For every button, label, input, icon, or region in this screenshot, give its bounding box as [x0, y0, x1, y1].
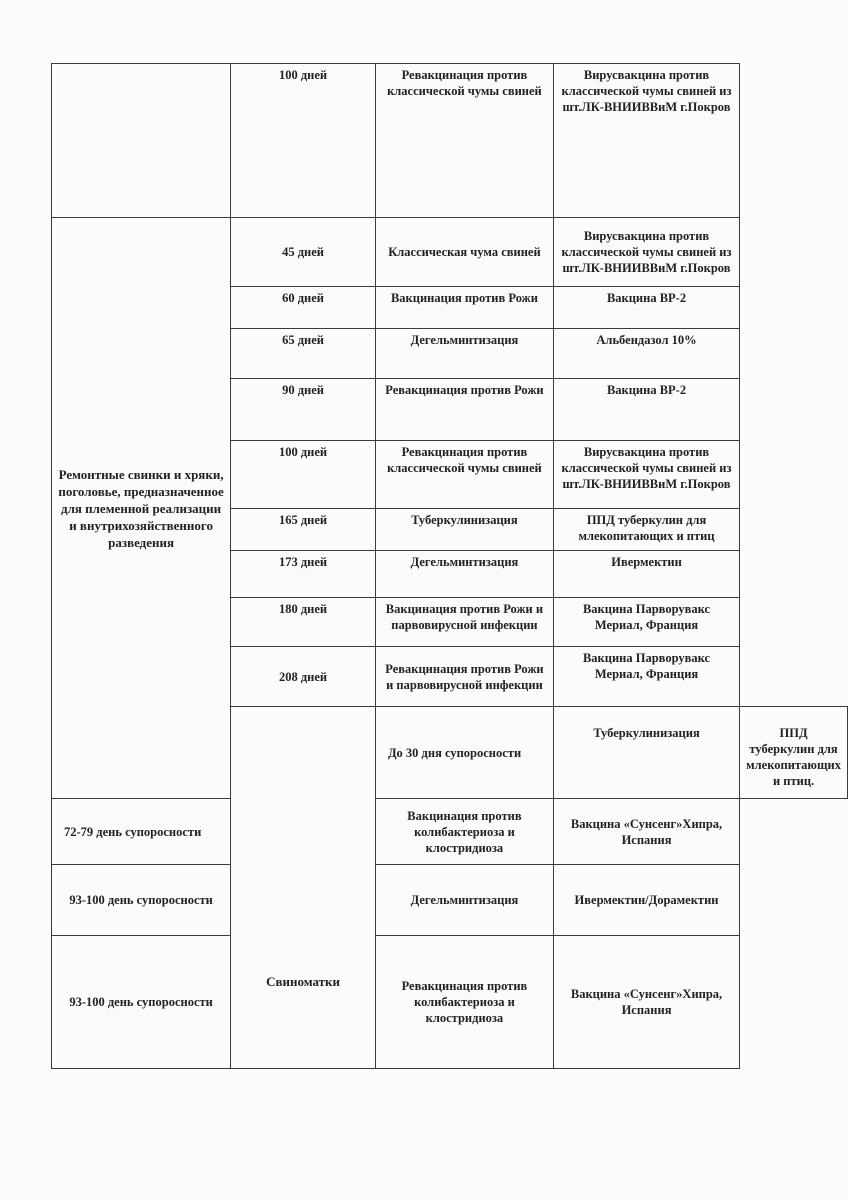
measure-cell: Туберкулинизация — [553, 707, 739, 799]
preparation-cell: Вакцина Парворувакс Мериал, Франция — [553, 647, 739, 707]
preparation-cell: Вакцина ВР-2 — [553, 287, 739, 329]
age-cell: 100 дней — [231, 64, 376, 218]
table-row — [52, 936, 848, 1069]
age-cell: 72-79 день супоросности — [52, 799, 231, 865]
age-cell: 180 дней — [231, 598, 376, 647]
measure-cell: Ревакцинация против классической чумы свиней — [375, 64, 553, 218]
measure-cell: Дегельминтизация — [375, 551, 553, 598]
age-cell: До 30 дня супоросности — [375, 707, 553, 799]
preparation-cell: Вакцина «Сунсенг»Хипра, Испания — [553, 936, 739, 1069]
preparation-cell: ППД туберкулин для млекопитающих и птиц. — [740, 707, 848, 799]
measure-cell: Туберкулинизация — [375, 509, 553, 551]
vaccination-schedule-table — [51, 63, 848, 1069]
preparation-cell: Вирусвакцина против классической чумы свиней из шт.ЛК-ВНИИВВиМ г.Покров — [553, 218, 739, 287]
age-cell: 60 дней — [231, 287, 376, 329]
table-row — [52, 64, 848, 218]
age-cell: 45 дней — [231, 218, 376, 287]
group-cell: Ремонтные свинки и хряки, поголовье, предназначенное для племенной реализации и внутрихозяйственного разведения — [52, 218, 231, 799]
age-cell: 65 дней — [231, 329, 376, 379]
table-row — [52, 799, 848, 865]
age-cell: 93-100 день супоросности — [52, 865, 231, 936]
measure-cell: Ревакцинация против колибактериоза и клостридиоза — [375, 936, 553, 1069]
measure-cell: Ревакцинация против классической чумы свиней — [375, 441, 553, 509]
measure-cell: Ревакцинация против Рожи и парвовирусной инфекции — [375, 647, 553, 707]
preparation-cell: ППД туберкулин для млекопитающих и птиц — [553, 509, 739, 551]
measure-cell: Вакцинация против колибактериоза и клостридиоза — [375, 799, 553, 865]
measure-cell: Вакцинация против Рожи — [375, 287, 553, 329]
measure-cell: Дегельминтизация — [375, 329, 553, 379]
measure-cell: Дегельминтизация — [375, 865, 553, 936]
preparation-cell: Ивермектин — [553, 551, 739, 598]
measure-cell: Классическая чума свиней — [375, 218, 553, 287]
measure-cell: Ревакцинация против Рожи — [375, 379, 553, 441]
preparation-cell: Ивермектин/Дорамектин — [553, 865, 739, 936]
preparation-cell: Вакцина «Сунсенг»Хипра, Испания — [553, 799, 739, 865]
group-cell: Свиноматки — [231, 707, 376, 1069]
preparation-cell: Вирусвакцина против классической чумы свиней из шт.ЛК-ВНИИВВиМ г.Покров — [553, 441, 739, 509]
preparation-cell: Вакцина Парворувакс Мериал, Франция — [553, 598, 739, 647]
measure-cell: Вакцинация против Рожи и парвовирусной инфекции — [375, 598, 553, 647]
preparation-cell: Вакцина ВР-2 — [553, 379, 739, 441]
age-cell: 173 дней — [231, 551, 376, 598]
preparation-cell: Альбендазол 10% — [553, 329, 739, 379]
table-row — [52, 865, 848, 936]
age-cell: 165 дней — [231, 509, 376, 551]
age-cell: 100 дней — [231, 441, 376, 509]
group-cell — [52, 64, 231, 218]
table-row — [52, 218, 848, 287]
age-cell: 90 дней — [231, 379, 376, 441]
age-cell: 93-100 день супоросности — [52, 936, 231, 1069]
preparation-cell: Вирусвакцина против классической чумы свиней из шт.ЛК-ВНИИВВиМ г.Покров — [553, 64, 739, 218]
age-cell: 208 дней — [231, 647, 376, 707]
